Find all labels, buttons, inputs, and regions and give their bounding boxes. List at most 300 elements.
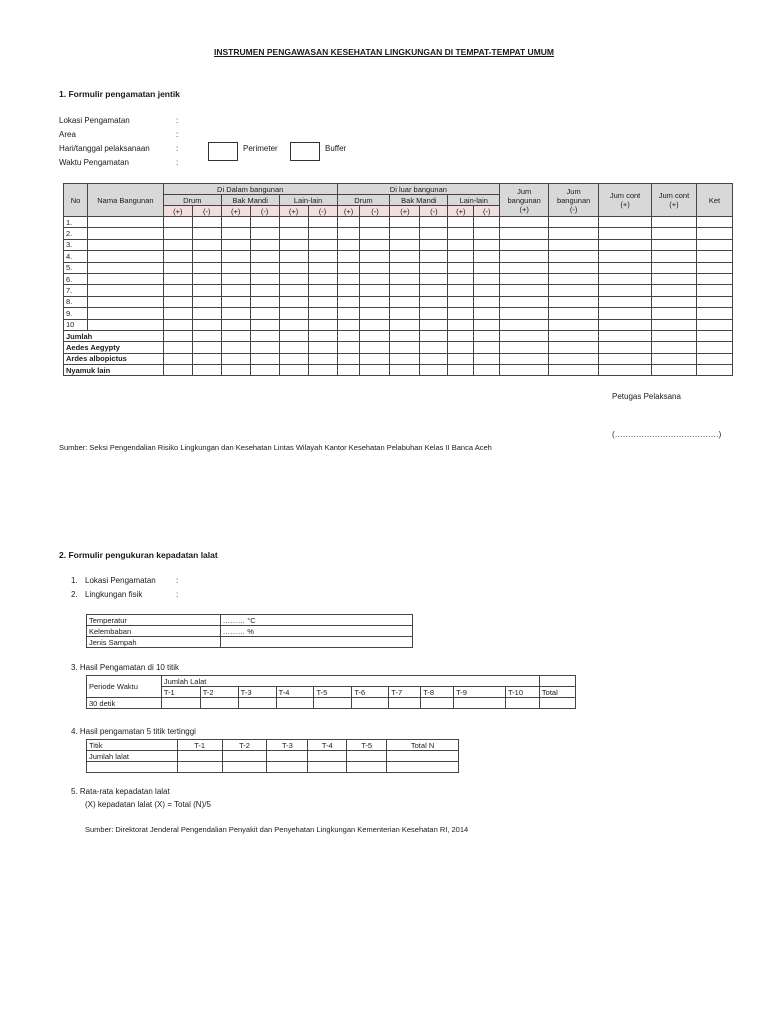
- table-row: [64, 217, 733, 228]
- table-cell[interactable]: [390, 262, 420, 273]
- table-cell[interactable]: [652, 285, 697, 296]
- table-cell[interactable]: [454, 698, 506, 709]
- table-cell[interactable]: [308, 751, 347, 762]
- table-cell[interactable]: [279, 319, 308, 330]
- footer-label: Nyamuk lain: [64, 365, 164, 376]
- table-cell[interactable]: [549, 308, 599, 319]
- table-cell[interactable]: [696, 239, 732, 250]
- table-cell[interactable]: [474, 342, 500, 353]
- table-cell[interactable]: [250, 239, 279, 250]
- table-cell[interactable]: [192, 353, 221, 364]
- table-cell[interactable]: [390, 308, 420, 319]
- table-cell[interactable]: [599, 342, 652, 353]
- table-cell[interactable]: [250, 217, 279, 228]
- table-cell[interactable]: [549, 273, 599, 284]
- table-cell[interactable]: [652, 365, 697, 376]
- table-cell[interactable]: [337, 285, 360, 296]
- table-cell[interactable]: [549, 365, 599, 376]
- table-cell[interactable]: [250, 273, 279, 284]
- row-number: 10: [64, 319, 88, 330]
- table-cell[interactable]: [696, 308, 732, 319]
- table-cell[interactable]: [652, 273, 697, 284]
- table-cell[interactable]: [222, 751, 267, 762]
- table-cell[interactable]: [652, 262, 697, 273]
- table-cell[interactable]: [360, 251, 390, 262]
- table-cell[interactable]: [500, 217, 549, 228]
- footer-row: [64, 330, 733, 341]
- table-cell[interactable]: [337, 296, 360, 307]
- table-cell[interactable]: [347, 762, 387, 773]
- t5-col-header: Titik: [87, 740, 178, 751]
- table-cell[interactable]: [420, 262, 448, 273]
- table-cell[interactable]: [87, 319, 163, 330]
- table-cell[interactable]: [163, 353, 192, 364]
- row-number: 6.: [64, 273, 88, 284]
- table-cell[interactable]: [696, 228, 732, 239]
- table-cell[interactable]: [549, 251, 599, 262]
- table-cell[interactable]: [360, 319, 390, 330]
- table-cell[interactable]: [250, 262, 279, 273]
- table-cell[interactable]: [221, 365, 250, 376]
- table-cell[interactable]: [390, 296, 420, 307]
- table-cell[interactable]: [420, 239, 448, 250]
- table-cell[interactable]: [599, 330, 652, 341]
- table-cell[interactable]: [390, 353, 420, 364]
- env-value[interactable]: [220, 637, 412, 648]
- table-cell[interactable]: [87, 251, 163, 262]
- pm-cell: (+): [390, 206, 420, 217]
- table-cell[interactable]: [500, 273, 549, 284]
- table-cell[interactable]: [599, 285, 652, 296]
- table-cell[interactable]: [500, 239, 549, 250]
- table-cell[interactable]: [192, 365, 221, 376]
- table-cell[interactable]: [500, 308, 549, 319]
- table-cell[interactable]: [448, 262, 474, 273]
- table-cell[interactable]: [549, 239, 599, 250]
- table-cell[interactable]: [347, 751, 387, 762]
- table-cell[interactable]: [500, 319, 549, 330]
- table-cell[interactable]: [308, 319, 337, 330]
- table-cell[interactable]: [448, 273, 474, 284]
- table-cell[interactable]: [163, 365, 192, 376]
- table-cell[interactable]: [390, 217, 420, 228]
- table-cell[interactable]: [221, 239, 250, 250]
- table-cell[interactable]: [221, 296, 250, 307]
- table-cell[interactable]: [250, 342, 279, 353]
- table-cell[interactable]: [308, 239, 337, 250]
- table-cell[interactable]: [267, 751, 308, 762]
- table-cell[interactable]: [360, 308, 390, 319]
- table-cell[interactable]: [360, 273, 390, 284]
- table-cell[interactable]: [360, 353, 390, 364]
- buffer-checkbox[interactable]: [290, 142, 320, 161]
- table-cell[interactable]: [87, 262, 163, 273]
- table-cell[interactable]: [652, 296, 697, 307]
- table-cell[interactable]: [192, 296, 221, 307]
- table-cell[interactable]: [549, 217, 599, 228]
- table-cell[interactable]: [652, 319, 697, 330]
- table-cell[interactable]: [250, 319, 279, 330]
- table-cell[interactable]: [652, 342, 697, 353]
- t5-col-header: T-2: [222, 740, 267, 751]
- item1-sep: :: [176, 576, 179, 585]
- table-cell[interactable]: [250, 228, 279, 239]
- table-cell[interactable]: [308, 296, 337, 307]
- table-cell[interactable]: [360, 365, 390, 376]
- table-cell[interactable]: [390, 330, 420, 341]
- table-cell[interactable]: [500, 353, 549, 364]
- table-cell[interactable]: [599, 353, 652, 364]
- table-cell[interactable]: [696, 330, 732, 341]
- table-cell[interactable]: [177, 751, 222, 762]
- table-cell[interactable]: [420, 273, 448, 284]
- table-cell[interactable]: [221, 262, 250, 273]
- table-cell[interactable]: [308, 330, 337, 341]
- table-cell[interactable]: [474, 262, 500, 273]
- table-cell[interactable]: [192, 228, 221, 239]
- table-cell[interactable]: [163, 285, 192, 296]
- table-cell[interactable]: [163, 330, 192, 341]
- table-cell[interactable]: [87, 296, 163, 307]
- table-cell[interactable]: [387, 762, 459, 773]
- table-cell[interactable]: [163, 251, 192, 262]
- table-cell[interactable]: [221, 353, 250, 364]
- table-cell[interactable]: [308, 217, 337, 228]
- table-cell[interactable]: [549, 330, 599, 341]
- table-cell[interactable]: [192, 342, 221, 353]
- table-cell[interactable]: [161, 698, 200, 709]
- table-cell[interactable]: [279, 285, 308, 296]
- table-cell[interactable]: [421, 698, 454, 709]
- table-cell[interactable]: [420, 342, 448, 353]
- table-cell[interactable]: [599, 262, 652, 273]
- table-cell[interactable]: [163, 228, 192, 239]
- env-row-sampah: [87, 637, 413, 648]
- table-cell[interactable]: [221, 251, 250, 262]
- table-cell[interactable]: [308, 342, 337, 353]
- table-cell[interactable]: [549, 285, 599, 296]
- table-cell[interactable]: [192, 330, 221, 341]
- table-cell[interactable]: [448, 285, 474, 296]
- jbp-line2: bangunan: [507, 195, 541, 205]
- table-cell[interactable]: [279, 239, 308, 250]
- table-cell[interactable]: [390, 239, 420, 250]
- table-cell[interactable]: [337, 273, 360, 284]
- table-cell[interactable]: [599, 228, 652, 239]
- table-cell[interactable]: [474, 365, 500, 376]
- table-cell[interactable]: [221, 217, 250, 228]
- table-cell[interactable]: [390, 365, 420, 376]
- table-cell[interactable]: [308, 353, 337, 364]
- table-cell[interactable]: [279, 353, 308, 364]
- table-cell[interactable]: [250, 296, 279, 307]
- table-cell[interactable]: [387, 751, 459, 762]
- table-cell[interactable]: [221, 319, 250, 330]
- jcm-line2: (+): [669, 200, 679, 209]
- table-cell[interactable]: [222, 762, 267, 773]
- table-cell[interactable]: [308, 273, 337, 284]
- table-cell[interactable]: [420, 308, 448, 319]
- table-cell[interactable]: [250, 365, 279, 376]
- table-cell[interactable]: [474, 239, 500, 250]
- table-cell[interactable]: [652, 228, 697, 239]
- table-cell[interactable]: [192, 251, 221, 262]
- env-value[interactable]: ……… °C: [220, 615, 412, 626]
- table-cell[interactable]: [448, 365, 474, 376]
- table-cell[interactable]: [360, 239, 390, 250]
- pm-cell: (+): [163, 206, 192, 217]
- table-cell[interactable]: [474, 308, 500, 319]
- table-cell[interactable]: [192, 308, 221, 319]
- table-cell[interactable]: [390, 285, 420, 296]
- table-cell[interactable]: [279, 262, 308, 273]
- table-cell[interactable]: [696, 285, 732, 296]
- table-cell[interactable]: [696, 217, 732, 228]
- table-cell[interactable]: [337, 353, 360, 364]
- table-cell[interactable]: [696, 342, 732, 353]
- table-cell[interactable]: [221, 342, 250, 353]
- table-cell[interactable]: [163, 273, 192, 284]
- table-cell[interactable]: [308, 762, 347, 773]
- table-cell[interactable]: [250, 330, 279, 341]
- table-cell[interactable]: [221, 273, 250, 284]
- table-cell[interactable]: [500, 342, 549, 353]
- col-jum-bangunan-plus: [500, 184, 549, 217]
- table-cell[interactable]: [696, 273, 732, 284]
- table-cell[interactable]: [221, 308, 250, 319]
- table-cell[interactable]: [599, 217, 652, 228]
- table-cell[interactable]: [696, 296, 732, 307]
- table-cell[interactable]: [360, 296, 390, 307]
- table-cell[interactable]: [87, 273, 163, 284]
- table-cell[interactable]: [337, 239, 360, 250]
- table-cell[interactable]: [337, 217, 360, 228]
- table-cell[interactable]: [420, 285, 448, 296]
- table-cell[interactable]: [652, 308, 697, 319]
- table-cell[interactable]: [420, 353, 448, 364]
- table-cell[interactable]: [250, 251, 279, 262]
- table-cell[interactable]: [599, 308, 652, 319]
- table-cell[interactable]: [599, 365, 652, 376]
- table-cell[interactable]: [308, 308, 337, 319]
- table-cell[interactable]: [474, 285, 500, 296]
- table-cell[interactable]: [549, 319, 599, 330]
- table-cell[interactable]: [652, 353, 697, 364]
- table-cell[interactable]: [308, 365, 337, 376]
- table-cell[interactable]: [390, 228, 420, 239]
- table-cell[interactable]: [87, 762, 178, 773]
- table-cell[interactable]: [549, 228, 599, 239]
- table-cell[interactable]: [549, 353, 599, 364]
- table-cell[interactable]: [337, 342, 360, 353]
- table-cell[interactable]: [200, 698, 238, 709]
- table-cell[interactable]: [500, 251, 549, 262]
- table-cell[interactable]: [448, 251, 474, 262]
- table-cell[interactable]: [163, 296, 192, 307]
- table-cell[interactable]: [652, 217, 697, 228]
- table-row: [64, 285, 733, 296]
- table-cell[interactable]: [474, 251, 500, 262]
- table-cell[interactable]: [474, 319, 500, 330]
- table-cell[interactable]: [420, 330, 448, 341]
- table-cell[interactable]: [279, 228, 308, 239]
- table-cell[interactable]: [500, 285, 549, 296]
- table-cell[interactable]: [474, 217, 500, 228]
- table-cell[interactable]: [420, 228, 448, 239]
- table-cell[interactable]: [448, 217, 474, 228]
- footer-row: [64, 365, 733, 376]
- table-cell[interactable]: [192, 285, 221, 296]
- table-cell[interactable]: [549, 342, 599, 353]
- table-cell[interactable]: [87, 228, 163, 239]
- table-cell[interactable]: [163, 342, 192, 353]
- table-cell[interactable]: [500, 262, 549, 273]
- row-number: 3.: [64, 239, 88, 250]
- table-cell[interactable]: [250, 353, 279, 364]
- table-cell[interactable]: [599, 239, 652, 250]
- table-cell[interactable]: [506, 698, 540, 709]
- table-cell[interactable]: [448, 353, 474, 364]
- table-cell[interactable]: [308, 228, 337, 239]
- table-cell[interactable]: [276, 698, 314, 709]
- table-cell[interactable]: [221, 228, 250, 239]
- table-cell[interactable]: [448, 239, 474, 250]
- table-cell[interactable]: [696, 251, 732, 262]
- table-cell[interactable]: [163, 319, 192, 330]
- table-cell[interactable]: [696, 319, 732, 330]
- table-cell[interactable]: [192, 262, 221, 273]
- table-cell[interactable]: [360, 228, 390, 239]
- table-cell[interactable]: [163, 308, 192, 319]
- table-cell[interactable]: [279, 365, 308, 376]
- table-cell[interactable]: [420, 319, 448, 330]
- table-cell[interactable]: [221, 330, 250, 341]
- table-cell[interactable]: [420, 217, 448, 228]
- table-cell[interactable]: [267, 762, 308, 773]
- t5-col-header: T-3: [267, 740, 308, 751]
- env-value[interactable]: ……… %: [220, 626, 412, 637]
- table-cell[interactable]: [420, 251, 448, 262]
- table-cell[interactable]: [389, 698, 421, 709]
- table-cell[interactable]: [448, 330, 474, 341]
- table-cell[interactable]: [279, 217, 308, 228]
- row-number: 7.: [64, 285, 88, 296]
- table-cell[interactable]: [539, 698, 575, 709]
- table-cell[interactable]: [696, 365, 732, 376]
- table-cell[interactable]: [652, 330, 697, 341]
- table-cell[interactable]: [500, 330, 549, 341]
- table-cell[interactable]: [500, 365, 549, 376]
- col-ket: Ket: [696, 184, 732, 217]
- table-cell[interactable]: [337, 262, 360, 273]
- table-cell[interactable]: [390, 273, 420, 284]
- table-cell[interactable]: [192, 217, 221, 228]
- table-cell[interactable]: [360, 285, 390, 296]
- table-cell[interactable]: [549, 296, 599, 307]
- table-cell[interactable]: [337, 365, 360, 376]
- table-cell[interactable]: [337, 308, 360, 319]
- table-cell[interactable]: [279, 342, 308, 353]
- table-cell[interactable]: [221, 285, 250, 296]
- item2-sep: :: [176, 590, 179, 599]
- table-cell[interactable]: [448, 228, 474, 239]
- table-cell[interactable]: [279, 308, 308, 319]
- table-cell[interactable]: [652, 251, 697, 262]
- table-cell[interactable]: [279, 273, 308, 284]
- table-cell[interactable]: [420, 365, 448, 376]
- table-cell[interactable]: [192, 319, 221, 330]
- table-cell[interactable]: [549, 262, 599, 273]
- table-cell[interactable]: [474, 296, 500, 307]
- table-cell[interactable]: [448, 342, 474, 353]
- table-cell[interactable]: [337, 319, 360, 330]
- table-cell[interactable]: [163, 239, 192, 250]
- table-cell[interactable]: [500, 228, 549, 239]
- table-cell[interactable]: [250, 308, 279, 319]
- table-cell[interactable]: [696, 262, 732, 273]
- table-cell[interactable]: [420, 296, 448, 307]
- table-cell[interactable]: [279, 296, 308, 307]
- table-cell[interactable]: [238, 698, 276, 709]
- table-cell[interactable]: [652, 239, 697, 250]
- table-cell[interactable]: [599, 319, 652, 330]
- table-cell[interactable]: [599, 296, 652, 307]
- table-cell[interactable]: [360, 342, 390, 353]
- table-cell[interactable]: [360, 330, 390, 341]
- table-cell[interactable]: [308, 285, 337, 296]
- item5-label: 5. Rata-rata kepadatan lalat: [71, 787, 170, 796]
- table-cell[interactable]: [250, 285, 279, 296]
- table-cell[interactable]: [390, 319, 420, 330]
- table-cell[interactable]: [390, 342, 420, 353]
- table-cell[interactable]: [500, 296, 549, 307]
- table-cell[interactable]: [279, 251, 308, 262]
- table-cell[interactable]: [308, 262, 337, 273]
- table-cell[interactable]: [599, 251, 652, 262]
- t10-col-header: T-7: [389, 687, 421, 698]
- table-cell[interactable]: [599, 273, 652, 284]
- table-cell[interactable]: [87, 239, 163, 250]
- table-cell[interactable]: [448, 296, 474, 307]
- table-cell[interactable]: [192, 273, 221, 284]
- perimeter-checkbox[interactable]: [208, 142, 238, 161]
- table-cell[interactable]: [390, 251, 420, 262]
- table-cell[interactable]: [337, 228, 360, 239]
- table-cell[interactable]: [352, 698, 389, 709]
- table-cell[interactable]: [448, 308, 474, 319]
- table-cell[interactable]: [337, 251, 360, 262]
- table-cell[interactable]: [163, 217, 192, 228]
- table-cell[interactable]: [360, 262, 390, 273]
- table-cell[interactable]: [474, 330, 500, 341]
- table-cell[interactable]: [696, 353, 732, 364]
- table-cell[interactable]: [360, 217, 390, 228]
- table-cell[interactable]: [87, 285, 163, 296]
- table-cell[interactable]: [163, 262, 192, 273]
- table-cell[interactable]: [279, 330, 308, 341]
- table-cell[interactable]: [474, 228, 500, 239]
- table-cell[interactable]: [448, 319, 474, 330]
- table-cell[interactable]: [474, 353, 500, 364]
- table-cell[interactable]: [192, 239, 221, 250]
- table-cell[interactable]: [87, 308, 163, 319]
- table-cell[interactable]: [177, 762, 222, 773]
- table-cell[interactable]: [87, 217, 163, 228]
- table-cell[interactable]: [314, 698, 352, 709]
- table-cell[interactable]: [474, 273, 500, 284]
- table-cell[interactable]: [337, 330, 360, 341]
- table-cell[interactable]: [308, 251, 337, 262]
